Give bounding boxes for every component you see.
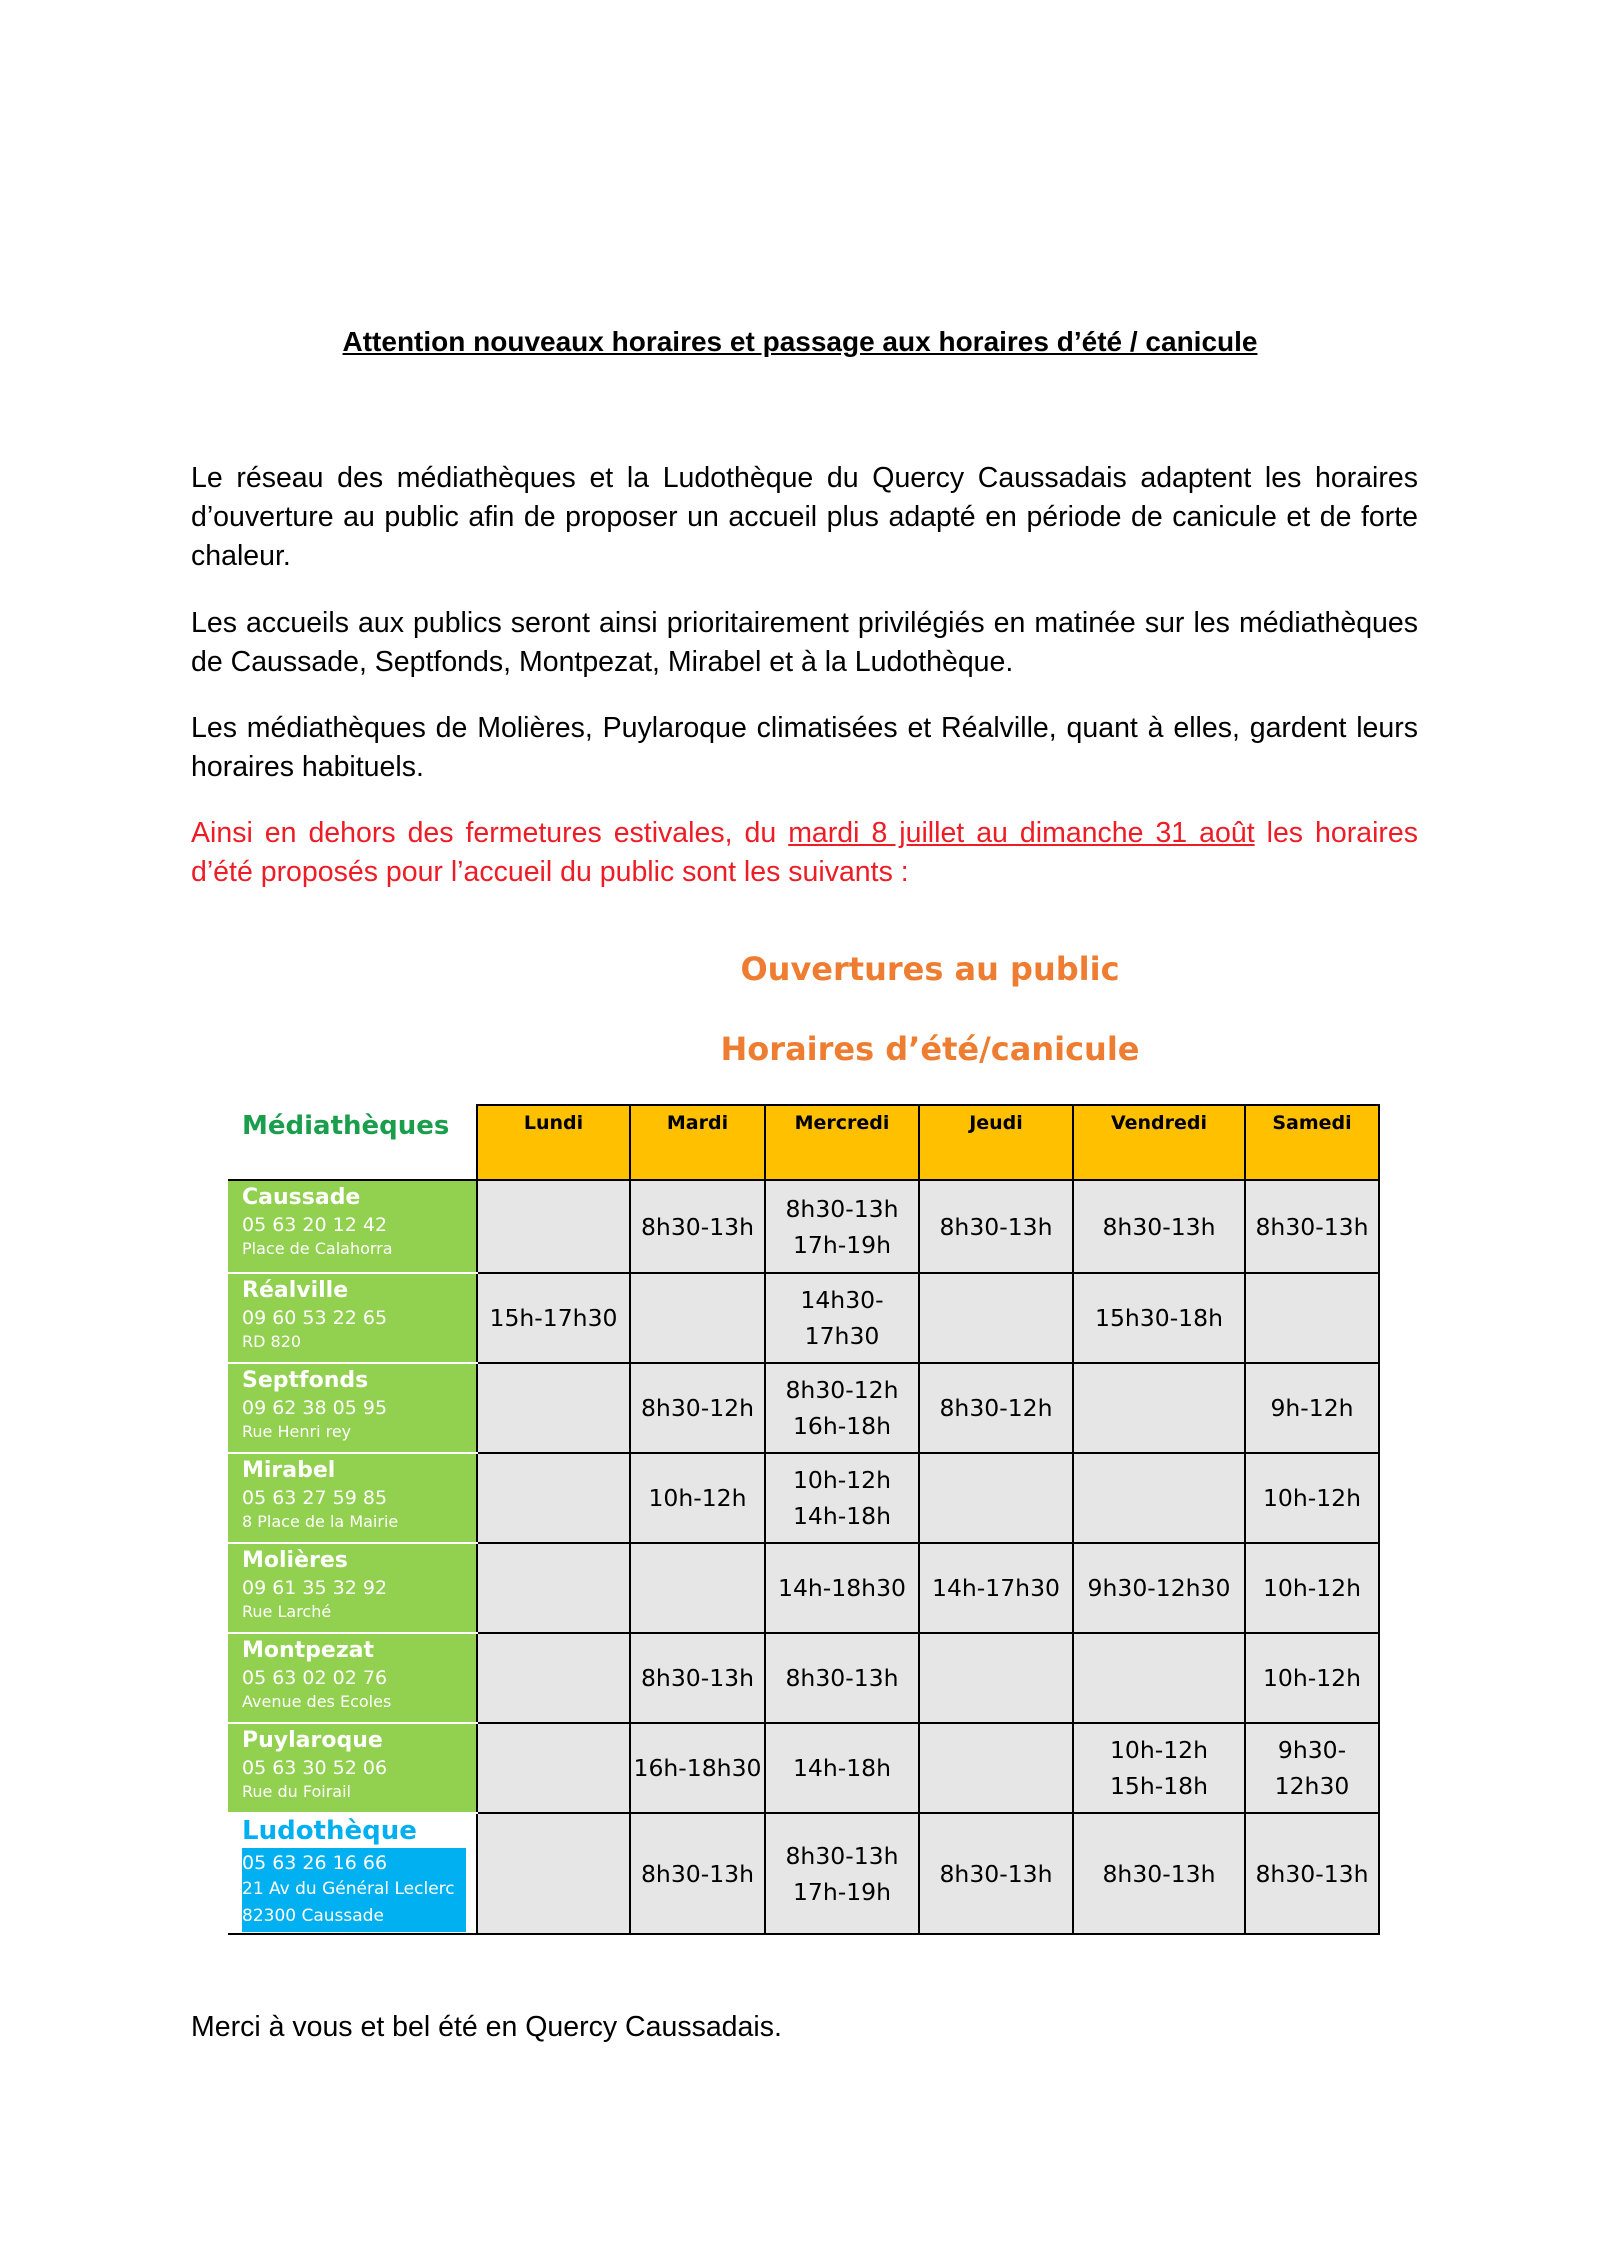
- hours-cell: 10h-12h: [1245, 1453, 1379, 1543]
- day-header: Mardi: [630, 1105, 765, 1180]
- hours-cell: 8h30-12h 16h-18h: [765, 1363, 919, 1453]
- hours-cell: 10h-12h: [1245, 1543, 1379, 1633]
- library-name: Montpezat: [242, 1638, 375, 1663]
- notice-paragraph: [191, 814, 1418, 892]
- hours-cell: 8h30-13h 17h-19h: [765, 1180, 919, 1273]
- hours-cell: [630, 1273, 765, 1363]
- library-info: [228, 1543, 477, 1633]
- hours-cell: [919, 1273, 1073, 1363]
- hours-cell: [477, 1180, 630, 1273]
- notice-dates: mardi 8 juillet au dimanche 31 août: [788, 817, 1255, 849]
- ludotheque-contact-box: [242, 1848, 466, 1932]
- hours-cell: 8h30-13h: [630, 1633, 765, 1723]
- library-phone: 09 62 38 05 95: [242, 1397, 388, 1419]
- notice-before: Ainsi en dehors des fermetures estivales, du: [191, 817, 789, 849]
- hours-cell: 8h30-12h: [919, 1363, 1073, 1453]
- ludotheque-name: Ludothèque: [242, 1816, 417, 1846]
- intro-paragraph: Le réseau des médiathèques et la Ludothèque du Quercy Caussadais adaptent les horaires d’ouverture au public afin de proposer un accueil plus adapté en période de canicule et de forte chaleur.: [191, 462, 1418, 572]
- hours-cell: 9h-12h: [1245, 1363, 1379, 1453]
- library-info: [228, 1453, 477, 1543]
- hours-cell: [477, 1813, 630, 1934]
- table-row: [228, 1180, 1379, 1273]
- hours-cell: 8h30-13h: [919, 1813, 1073, 1934]
- hours-cell: 14h30- 17h30: [765, 1273, 919, 1363]
- hours-cell: 8h30-13h: [630, 1180, 765, 1273]
- day-header: Mercredi: [765, 1105, 919, 1180]
- page-title: Attention nouveaux horaires et passage aux horaires d’été / canicule: [342, 326, 1258, 357]
- hours-cell: 8h30-13h: [1245, 1180, 1379, 1273]
- hours-cell: [477, 1363, 630, 1453]
- library-address: Rue Larché: [242, 1602, 332, 1621]
- notice-after: les horaires d’été proposés pour l’accueil du public sont les suivants :: [191, 817, 1418, 888]
- library-phone: 05 63 02 02 76: [242, 1667, 388, 1689]
- day-header: Lundi: [477, 1105, 630, 1180]
- ludotheque-address: 21 Av du Général Leclerc: [242, 1879, 455, 1899]
- schedule-subheading: Horaires d’été/canicule: [720, 1030, 1140, 1068]
- library-address: Avenue des Ecoles: [242, 1692, 392, 1711]
- hours-cell: 14h-17h30: [919, 1543, 1073, 1633]
- table-row-ludotheque: [228, 1813, 1379, 1934]
- ludotheque-city: 82300 Caussade: [242, 1906, 384, 1926]
- hours-cell: 10h-12h: [630, 1453, 765, 1543]
- table-row: [228, 1633, 1379, 1723]
- hours-cell: 8h30-13h: [1245, 1813, 1379, 1934]
- library-info: [228, 1363, 477, 1453]
- table-row: [228, 1363, 1379, 1453]
- ludotheque-info: [228, 1813, 477, 1934]
- ludotheque-phone: 05 63 26 16 66: [242, 1852, 388, 1874]
- hours-cell: [477, 1543, 630, 1633]
- day-header: Vendredi: [1073, 1105, 1245, 1180]
- hours-cell: 9h30-12h30: [1073, 1543, 1245, 1633]
- table-row: [228, 1723, 1379, 1813]
- hours-cell: [477, 1723, 630, 1813]
- library-name: Septfonds: [242, 1368, 369, 1393]
- hours-cell: 14h-18h30: [765, 1543, 919, 1633]
- hours-cell: 10h-12h 15h-18h: [1073, 1723, 1245, 1813]
- hours-cell: 15h-17h30: [477, 1273, 630, 1363]
- hours-cell: [1245, 1273, 1379, 1363]
- closing-text: Merci à vous et bel été en Quercy Caussadais.: [191, 2011, 782, 2043]
- priority-paragraph: Les accueils aux publics seront ainsi prioritairement privilégiés en matinée sur les médiathèques de Caussade, Septfonds, Montpezat, Mirabel et à la Ludothèque.: [191, 607, 1418, 678]
- hours-cell: 8h30-12h: [630, 1363, 765, 1453]
- hours-cell: 8h30-13h 17h-19h: [765, 1813, 919, 1934]
- hours-cell: [477, 1633, 630, 1723]
- hours-cell: [919, 1453, 1073, 1543]
- library-info: [228, 1633, 477, 1723]
- hours-cell: [919, 1633, 1073, 1723]
- library-address: 8 Place de la Mairie: [242, 1512, 399, 1531]
- hours-cell: [1073, 1633, 1245, 1723]
- library-address: Place de Calahorra: [242, 1239, 393, 1258]
- library-name: Caussade: [242, 1185, 361, 1210]
- usual-hours-paragraph: Les médiathèques de Molières, Puylaroque climatisées et Réalville, quant à elles, gardent leurs horaires habituels.: [191, 712, 1418, 783]
- hours-cell: [1073, 1363, 1245, 1453]
- corner-label: Médiathèques: [228, 1105, 477, 1180]
- hours-cell: 10h-12h: [1245, 1633, 1379, 1723]
- hours-cell: 8h30-13h: [630, 1813, 765, 1934]
- library-address: Rue Henri rey: [242, 1422, 352, 1441]
- hours-cell: 8h30-13h: [765, 1633, 919, 1723]
- library-phone: 05 63 20 12 42: [242, 1214, 388, 1236]
- hours-cell: 10h-12h 14h-18h: [765, 1453, 919, 1543]
- table-row: [228, 1543, 1379, 1633]
- schedule-table: [228, 1104, 1380, 1935]
- library-phone: 09 61 35 32 92: [242, 1577, 388, 1599]
- table-row: [228, 1453, 1379, 1543]
- library-name: Molières: [242, 1548, 348, 1573]
- hours-cell: [919, 1723, 1073, 1813]
- library-info: [228, 1273, 477, 1363]
- hours-cell: 14h-18h: [765, 1723, 919, 1813]
- library-name: Réalville: [242, 1278, 349, 1303]
- library-phone: 05 63 27 59 85: [242, 1487, 388, 1509]
- library-phone: 09 60 53 22 65: [242, 1307, 388, 1329]
- table-header-row: [228, 1105, 1379, 1180]
- library-name: Mirabel: [242, 1458, 336, 1483]
- hours-cell: 16h-18h30: [630, 1723, 765, 1813]
- library-name: Puylaroque: [242, 1728, 383, 1753]
- table-row: [228, 1273, 1379, 1363]
- library-phone: 05 63 30 52 06: [242, 1757, 388, 1779]
- hours-cell: 8h30-13h: [1073, 1813, 1245, 1934]
- hours-cell: 8h30-13h: [919, 1180, 1073, 1273]
- library-info: [228, 1180, 477, 1273]
- hours-cell: [1073, 1453, 1245, 1543]
- hours-cell: [630, 1543, 765, 1633]
- day-header: Jeudi: [919, 1105, 1073, 1180]
- hours-cell: [477, 1453, 630, 1543]
- library-address: Rue du Foirail: [242, 1782, 351, 1801]
- library-info: [228, 1723, 477, 1813]
- hours-cell: 15h30-18h: [1073, 1273, 1245, 1363]
- library-address: RD 820: [242, 1332, 302, 1351]
- hours-cell: 8h30-13h: [1073, 1180, 1245, 1273]
- hours-cell: 9h30- 12h30: [1245, 1723, 1379, 1813]
- schedule-heading: Ouvertures au public: [740, 950, 1120, 988]
- day-header: Samedi: [1245, 1105, 1379, 1180]
